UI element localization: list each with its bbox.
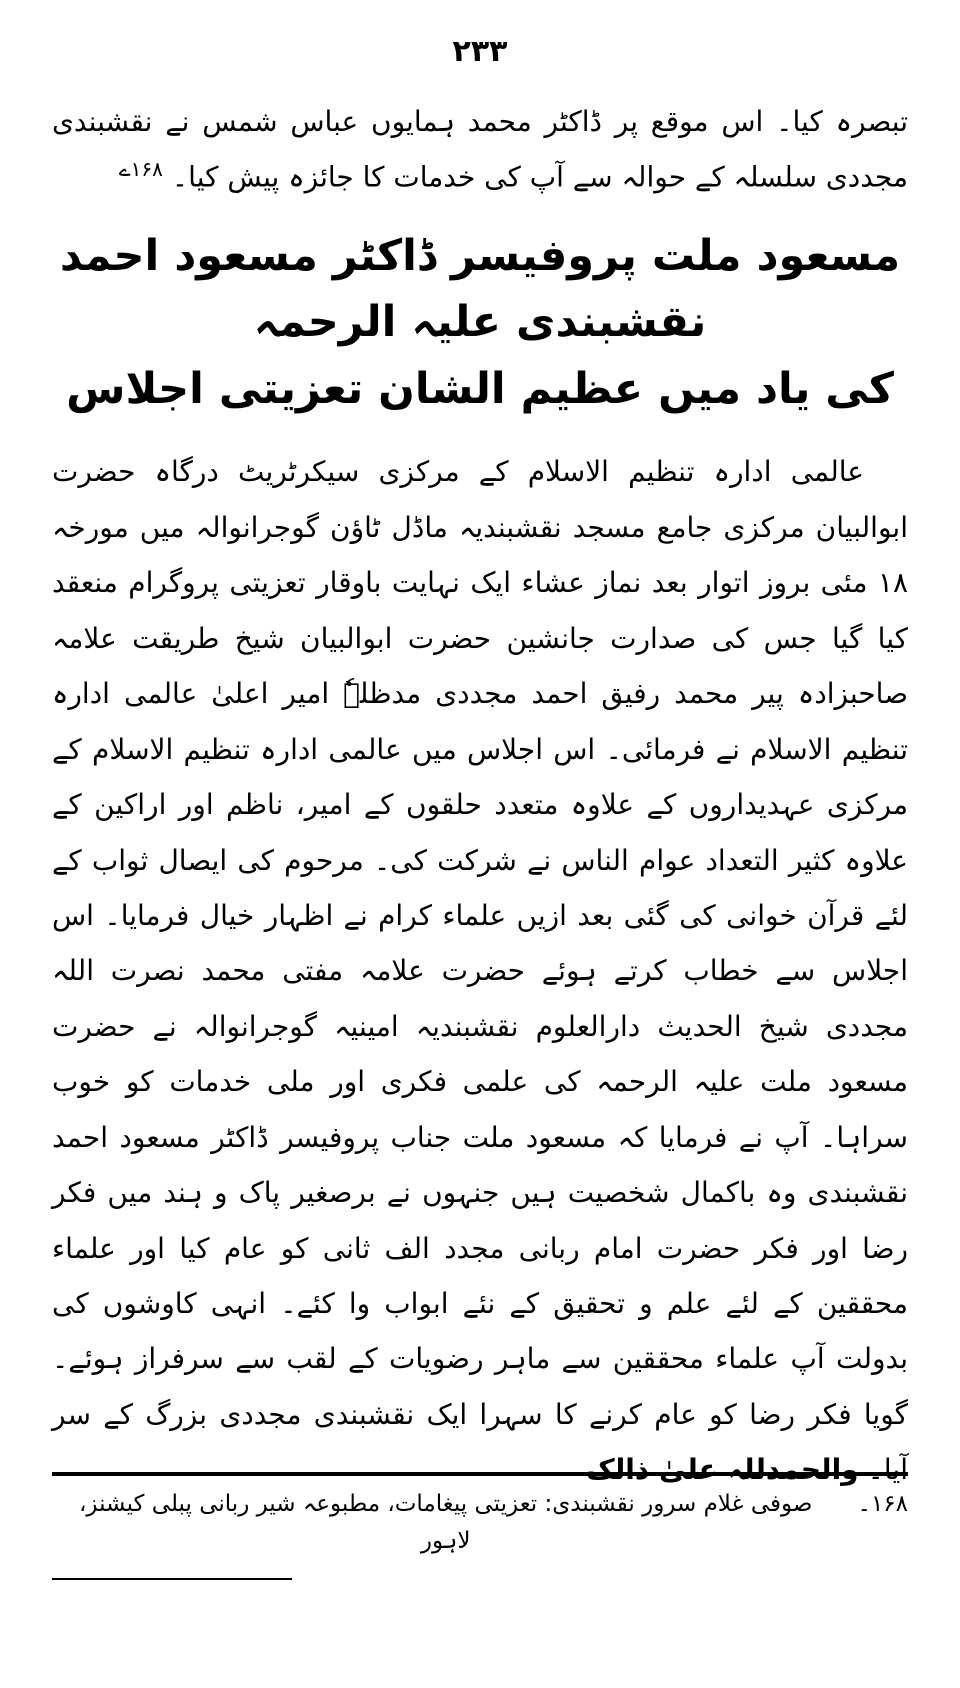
body-paragraph — [52, 444, 908, 1497]
heading-line-2: کی یاد میں عظیم الشان تعزیتی اجلاس — [66, 363, 894, 414]
footnote-block — [52, 1472, 908, 1560]
intro-paragraph — [52, 95, 908, 205]
page-number: ۲۳۳ — [452, 34, 508, 69]
footnote-text: صوفی غلام سرور نقشبندی: تعزیتی پیغامات، مطبوعہ شیر ربانی پبلی کیشنز، لاہور — [79, 1491, 813, 1555]
body-ending-praise: والحمدللہ علیٰ ذالک — [586, 1453, 859, 1487]
intro-paragraph-text: تبصرہ کیا۔ اس موقع پر ڈاکٹر محمد ہمایوں عباس شمس نے نقشبندی مجددی سلسلہ کے حوالہ سے آپ کی خدمات کا جائزہ پیش کیا۔ — [52, 105, 908, 193]
footnote-number: ۱۶۸۔ — [857, 1491, 908, 1518]
footnote-line — [52, 1486, 908, 1560]
footnote-marker: ۱۶۸ے — [118, 156, 163, 181]
main-heading — [52, 223, 908, 423]
body-paragraph-text: عالمی ادارہ تنظیم الاسلام کے مرکزی سیکرٹریٹ درگاہ حضرت ابوالبیان مرکزی جامع مسجد نقشبندیہ ماڈل ٹاؤن گوجرانوالہ میں مورخہ ۱۸ مئی بروز اتوار بعد نماز عشاء ایک نہایت باوقار تعزیتی پروگرام منعقد کیا گیا جس کی صدارت جانشین حضرت ابوالبیان شیخ طریقت علامہ صاحبزادہ پیر محمد رفیق احمد مجددی مدظلہٗ امیر اعلیٰ عالمی ادارہ تنظیم الاسلام نے فرمائی۔ اس اجلاس میں عالمی ادارہ تنظیم الاسلام کے مرکزی عہدیداروں کے علاوہ متعدد حلقوں کے امیر، ناظم اور اراکین کے علاوہ کثیر التعداد عوام الناس نے شرکت کی۔ مرحوم کی ایصال ثواب کے لئے قرآن خوانی کی گئی بعد ازیں علماء کرام نے اظہار خیال فرمایا۔ اس اجلاس سے خطاب کرتے ہوئے حضرت علامہ مفتی محمد نصرت اللہ مجددی شیخ الحدیث دارالعلوم نقشبندیہ امینیہ گوجرانوالہ نے حضرت مسعود ملت علیہ الرحمہ کی علمی فکری اور ملی خدمات کو خوب سراہا۔ آپ نے فرمایا کہ مسعود ملت جناب پروفیسر ڈاکٹر مسعود احمد نقشبندی وہ باکمال شخصیت ہیں جنہوں نے برصغیر پاک و ہند میں فکر رضا اور فکر حضرت امام ربانی مجدد الف ثانی کو عام کیا اور علماء محققین کے لئے علم و تحقیق کے نئے ابواب وا کئے۔ انہی کاوشوں کی بدولت آپ علماء محققین سے ماہر رضویات کے لقب سے سرفراز ہوئے۔ گویا فکر رضا کو عام کرنے کا سہرا ایک نقشبندی مجددی بزرگ کے سر آیا۔ — [52, 455, 908, 1487]
footnote-divider-rule — [52, 1472, 908, 1476]
bottom-edge-line — [52, 1578, 292, 1580]
heading-line-1: مسعود ملت پروفیسر ڈاکٹر مسعود احمد نقشبندی علیہ الرحمہ — [59, 230, 901, 348]
